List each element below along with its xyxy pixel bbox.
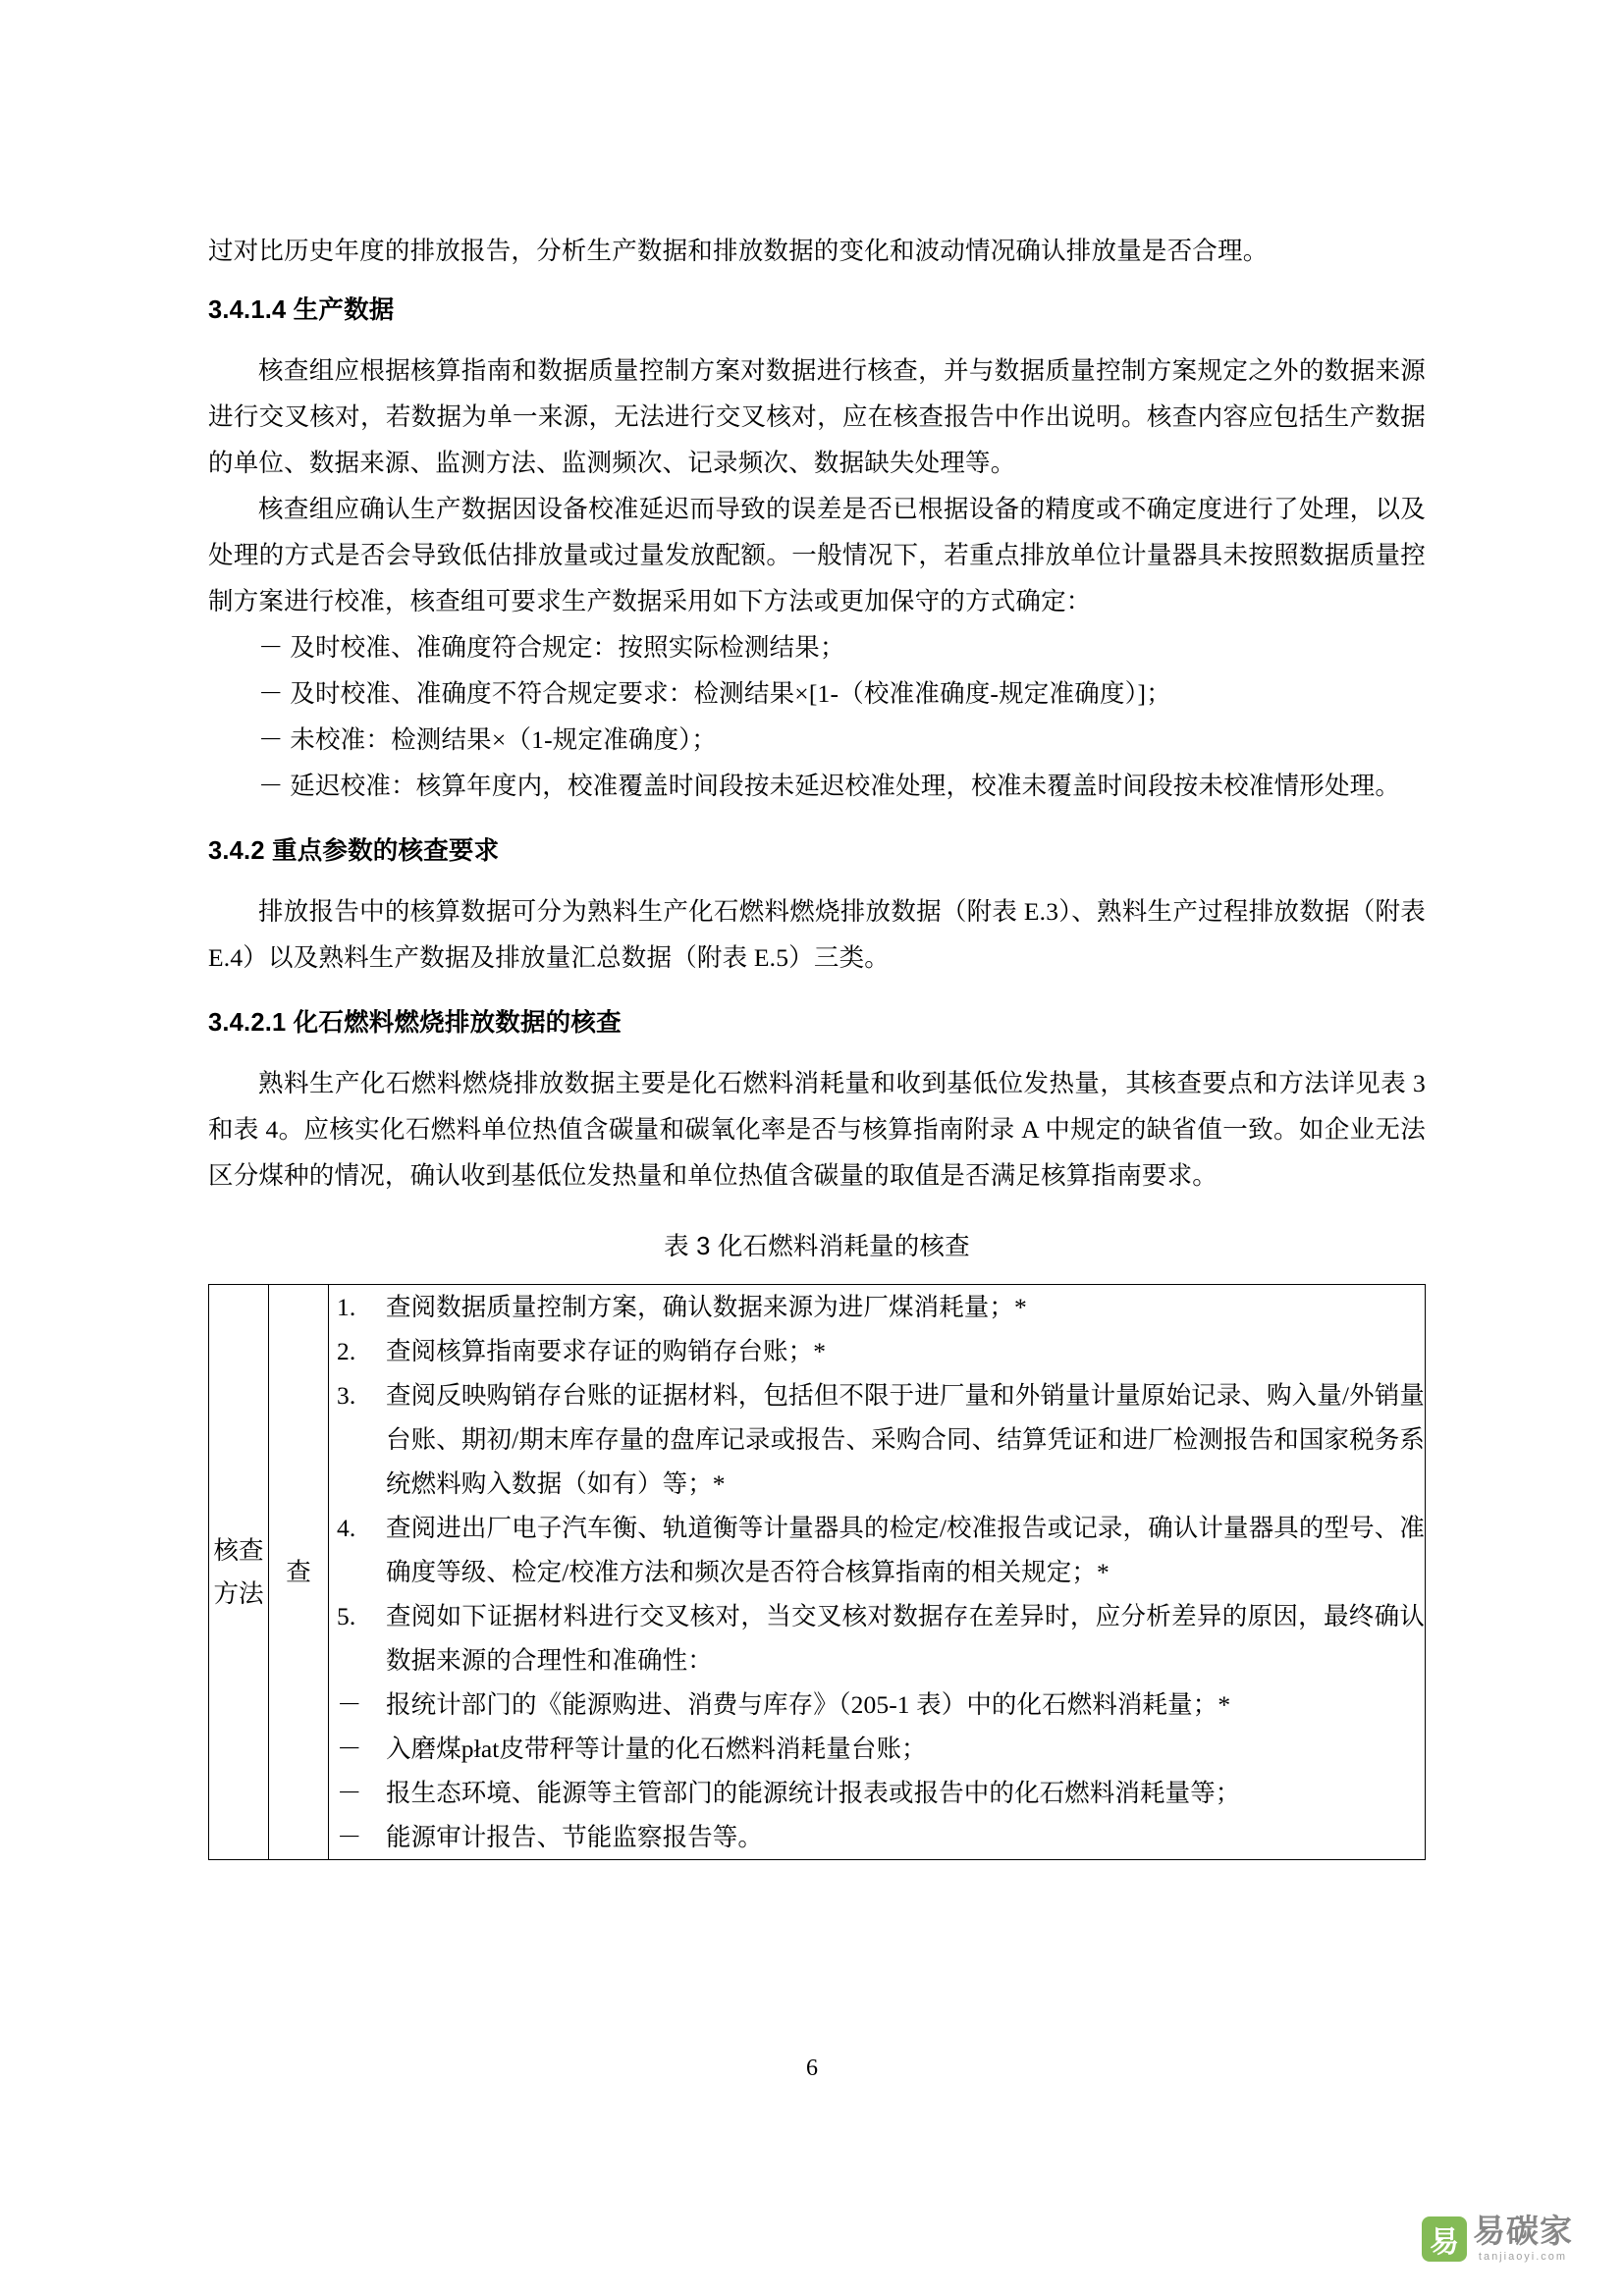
watermark-text xyxy=(1473,2215,1573,2263)
list-item-text: 能源审计报告、节能监察报告等。 xyxy=(386,1823,764,1851)
list-item xyxy=(329,1682,1425,1727)
table-body-cell xyxy=(329,1285,1426,1860)
list-item-marker: － xyxy=(337,1690,362,1719)
list-item-text: 查阅进出厂电子汽车衡、轨道衡等计量器具的检定/校准报告或记录，确认计量器具的型号、准确度等级、检定/校准方法和频次是否符合核算指南的相关规定；* xyxy=(386,1514,1425,1586)
list-item-marker: 3. xyxy=(337,1381,356,1410)
verification-items-list xyxy=(329,1285,1425,1859)
list-item-text: 查阅核算指南要求存证的购销存台账；* xyxy=(386,1337,827,1365)
table-row-label: 核查方法 xyxy=(209,1285,269,1860)
list-item-text: 入磨煤płat皮带秤等计量的化石燃料消耗量台账； xyxy=(386,1735,927,1763)
watermark-main-text: 易碳家 xyxy=(1473,2213,1573,2249)
watermark xyxy=(1422,2215,1573,2263)
list-item-marker: 4. xyxy=(337,1514,356,1542)
list-item: － 延迟校准：核算年度内，校准覆盖时间段按未延迟校准处理，校准未覆盖时间段按未校准情形处理。 xyxy=(258,772,1401,800)
watermark-sub-text: tanjiaoyi.com xyxy=(1478,2251,1568,2263)
list-item xyxy=(329,1771,1425,1815)
list-item: － 未校准：检测结果×（1-规定准确度）； xyxy=(258,725,717,754)
paragraph-3-4-2-1: 熟料生产化石燃料燃烧排放数据主要是化石燃料消耗量和收到基低位发热量，其核查要点和方法详见表 3 和表 4。应核实化石燃料单位热值含碳量和碳氧化率是否与核算指南附录 A 中规定的缺省值一致。如企业无法区分煤种的情况，确认收到基低位发热量和单位热值含碳量的取值是否满足核算指南要求。 xyxy=(208,1069,1426,1190)
verification-method-table xyxy=(208,1284,1426,1860)
calibration-bullet-list xyxy=(208,624,1426,809)
list-item xyxy=(329,1815,1425,1859)
list-item xyxy=(329,1285,1425,1329)
list-item xyxy=(329,1373,1425,1506)
list-item-text: 报生态环境、能源等主管部门的能源统计报表或报告中的化石燃料消耗量等； xyxy=(386,1779,1241,1807)
top-paragraph: 过对比历史年度的排放报告，分析生产数据和排放数据的变化和波动情况确认排放量是否合理。 xyxy=(208,237,1269,265)
heading-3-4-2-1: 3.4.2.1 化石燃料燃烧排放数据的核查 xyxy=(208,1009,622,1037)
list-item-marker: － xyxy=(337,1779,362,1807)
list-item-marker: － xyxy=(337,1823,362,1851)
list-item-text: 查阅反映购销存台账的证据材料，包括但不限于进厂量和外销量计量原始记录、购入量/外销量台账、期初/期末库存量的盘库记录或报告、采购合同、结算凭证和进厂检测报告和国家税务系统燃料购入数据（如有）等；* xyxy=(386,1381,1425,1498)
paragraph-3-4-2: 排放报告中的核算数据可分为熟料生产化石燃料燃烧排放数据（附表 E.3）、熟料生产过程排放数据（附表 E.4）以及熟料生产数据及排放量汇总数据（附表 E.5）三类。 xyxy=(208,897,1426,972)
list-item-marker: 5. xyxy=(337,1602,356,1630)
list-item-marker: 1. xyxy=(337,1293,356,1321)
heading-3-4-2: 3.4.2 重点参数的核查要求 xyxy=(208,837,500,865)
page-content xyxy=(208,228,1426,1860)
list-item: － 及时校准、准确度符合规定：按照实际检测结果； xyxy=(258,633,845,662)
list-item xyxy=(329,1727,1425,1771)
table-sub-label: 查 xyxy=(269,1285,329,1860)
list-item-marker: 2. xyxy=(337,1337,356,1365)
list-item: － 及时校准、准确度不符合规定要求：检测结果×[1-（校准准确度-规定准确度）]； xyxy=(258,679,1171,708)
list-item xyxy=(329,1594,1425,1682)
list-item-text: 报统计部门的《能源购进、消费与库存》（205-1 表）中的化石燃料消耗量；* xyxy=(386,1690,1231,1719)
list-item-marker: － xyxy=(337,1735,362,1763)
table-caption: 表 3 化石燃料消耗量的核查 xyxy=(664,1233,970,1260)
paragraph-3-4-1-4-a: 核查组应根据核算指南和数据质量控制方案对数据进行核查，并与数据质量控制方案规定之外的数据来源进行交叉核对，若数据为单一来源，无法进行交叉核对，应在核查报告中作出说明。核查内容应包括生产数据的单位、数据来源、监测方法、监测频次、记录频次、数据缺失处理等。 xyxy=(208,356,1426,477)
table-row xyxy=(209,1285,1426,1860)
list-item xyxy=(329,1329,1425,1373)
list-item-text: 查阅如下证据材料进行交叉核对，当交叉核对数据存在差异时，应分析差异的原因，最终确认数据来源的合理性和准确性： xyxy=(386,1602,1425,1675)
page-number: 6 xyxy=(806,2056,818,2081)
watermark-logo: 易 xyxy=(1422,2216,1467,2262)
heading-3-4-1-4: 3.4.1.4 生产数据 xyxy=(208,296,395,324)
paragraph-3-4-1-4-b: 核查组应确认生产数据因设备校准延迟而导致的误差是否已根据设备的精度或不确定度进行了处理，以及处理的方式是否会导致低估排放量或过量发放配额。一般情况下，若重点排放单位计量器具未按照数据质量控制方案进行校准，核查组可要求生产数据采用如下方法或更加保守的方式确定： xyxy=(208,495,1426,615)
list-item xyxy=(329,1506,1425,1594)
list-item-text: 查阅数据质量控制方案，确认数据来源为进厂煤消耗量；* xyxy=(386,1293,1027,1321)
